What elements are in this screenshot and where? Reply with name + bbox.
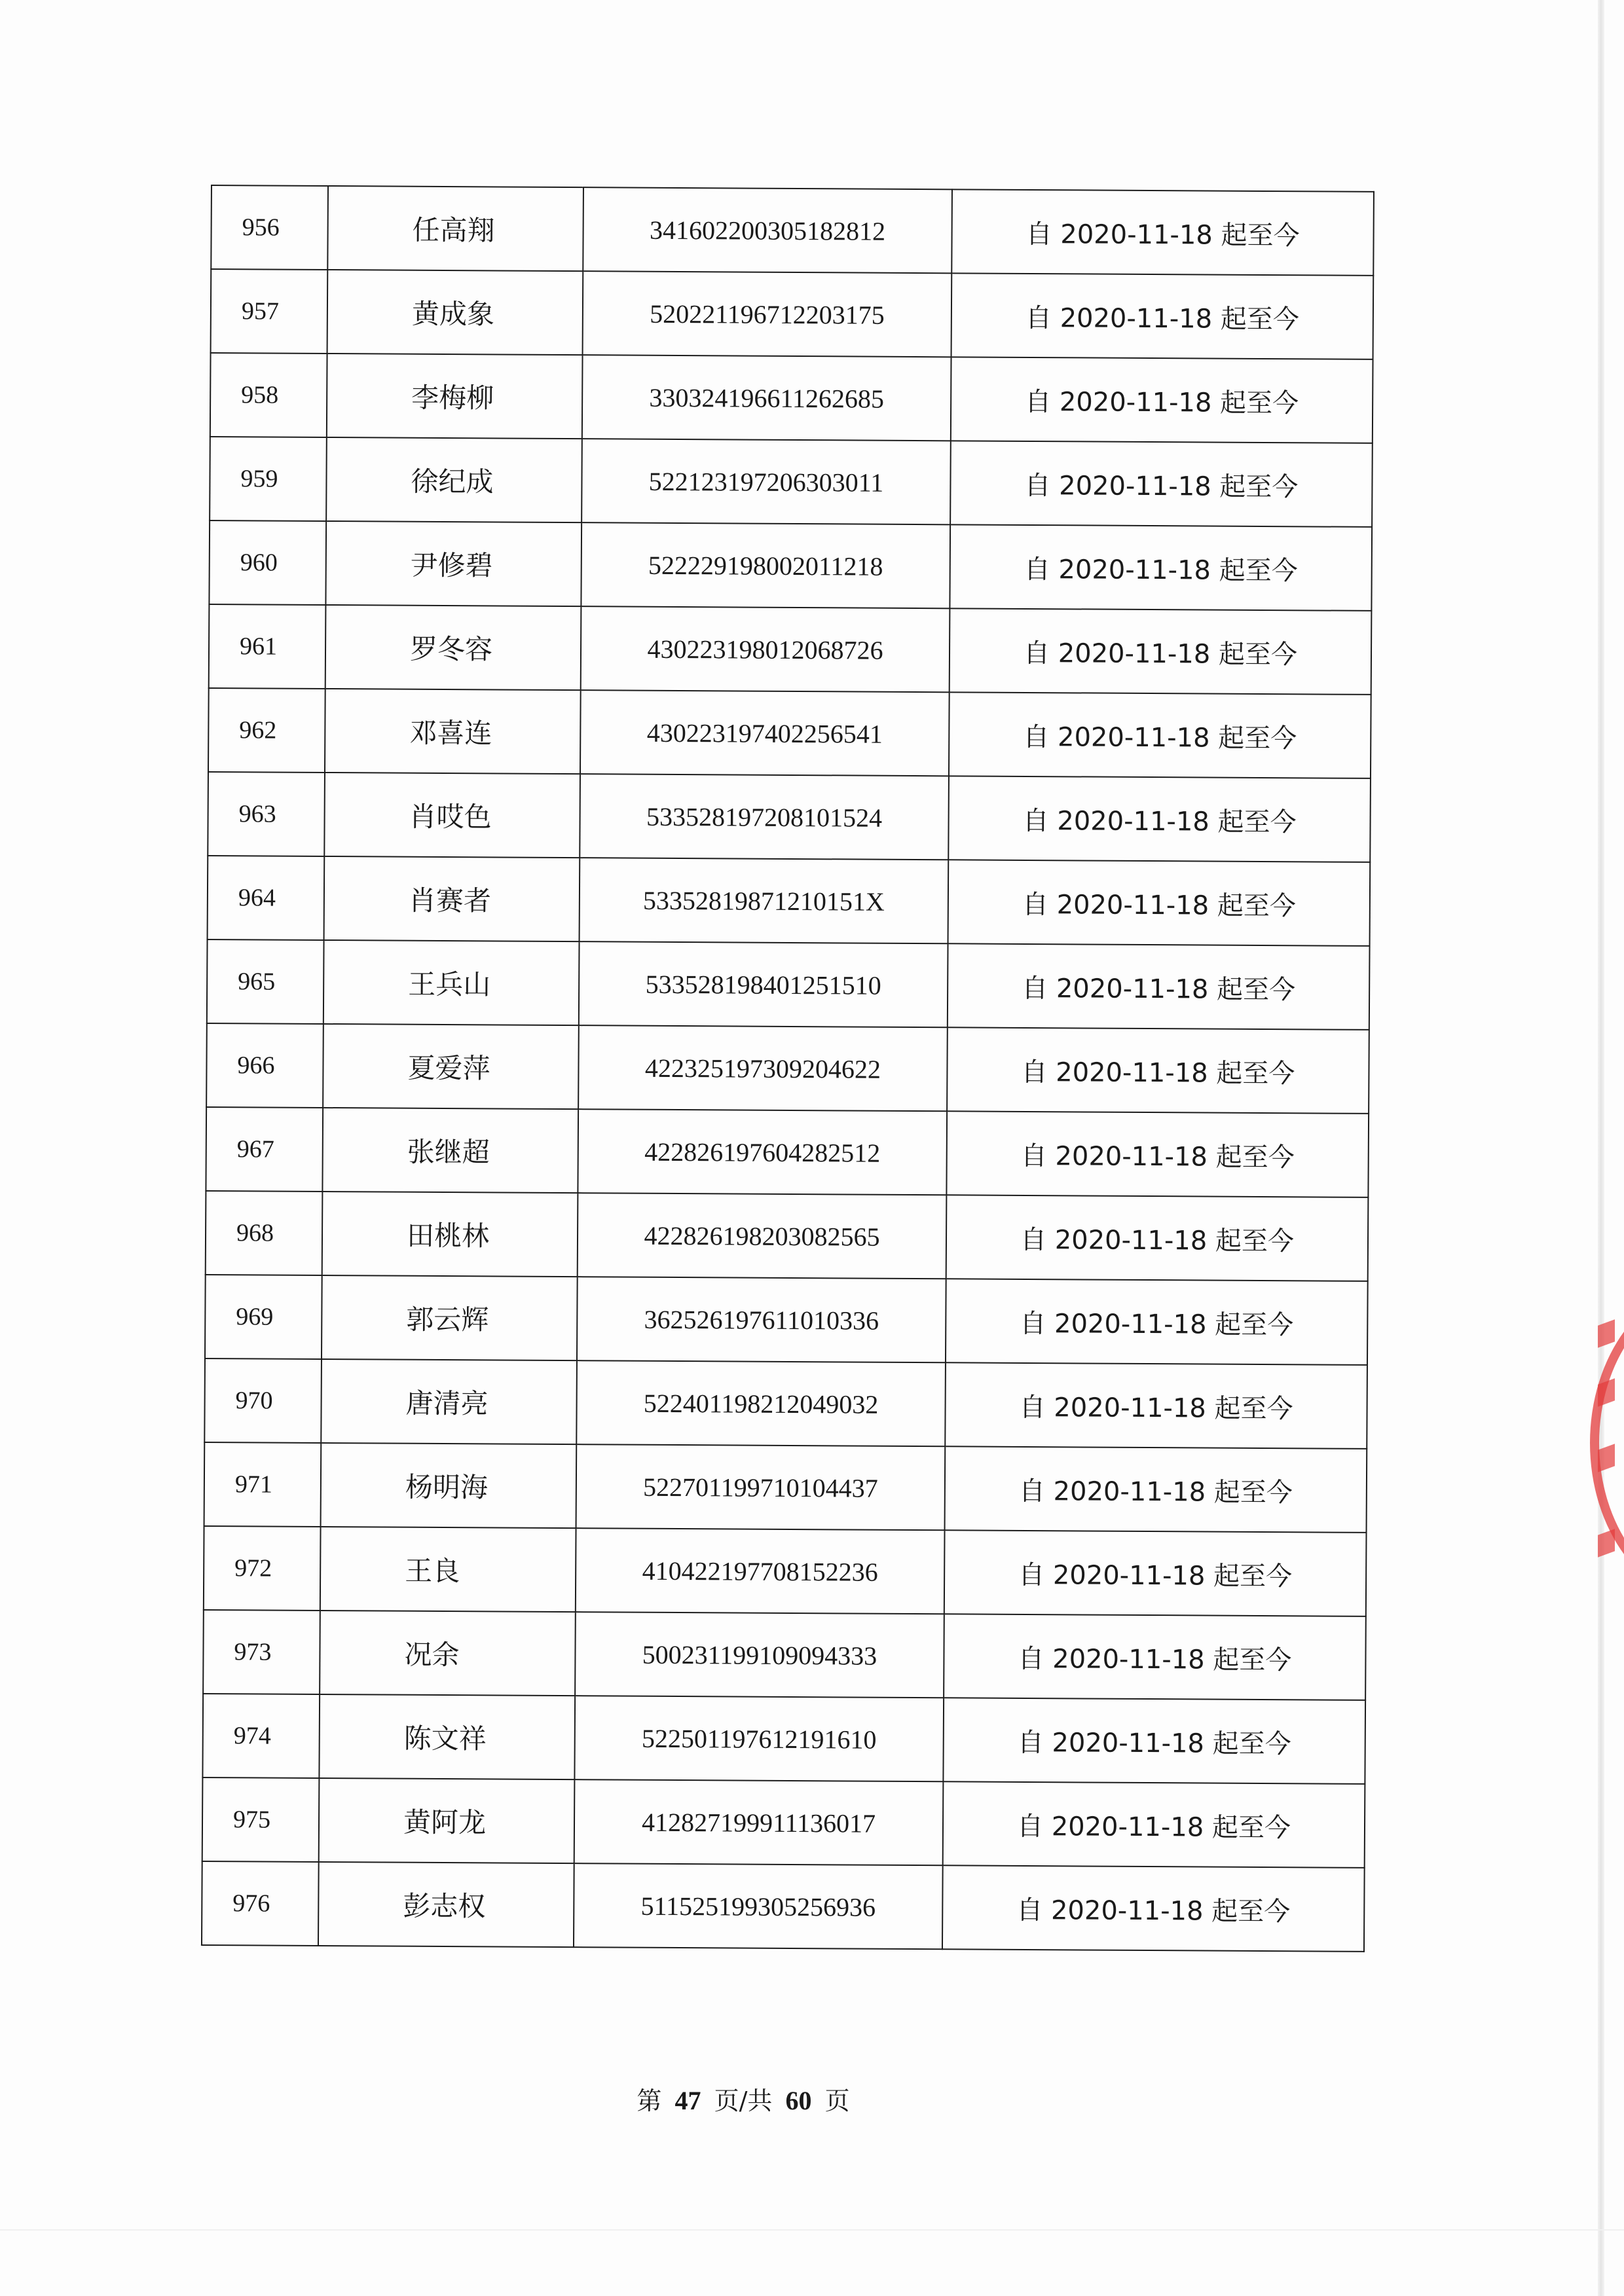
id-number-cell: 422826197604282512 [578, 1109, 947, 1195]
name-cell: 田桃林 [322, 1192, 578, 1277]
id-number-cell: 533528197208101524 [580, 774, 949, 860]
id-number-cell: 522229198002011218 [581, 522, 950, 608]
row-number-cell: 963 [208, 772, 325, 856]
row-number-cell: 957 [211, 269, 328, 354]
scan-edge [1598, 0, 1604, 2296]
period-cell: 自 2020-11-18 起至今 [951, 357, 1373, 443]
table-row [202, 1861, 1365, 1952]
footer-suffix: 页 [824, 2086, 850, 2115]
row-number-cell: 974 [202, 1694, 320, 1778]
red-seal-stamp [1585, 1283, 1624, 1584]
id-number-cell: 522701199710104437 [576, 1444, 946, 1530]
table-row [202, 1777, 1365, 1868]
name-cell: 黄阿龙 [319, 1778, 575, 1863]
seal-mark [1598, 1529, 1615, 1557]
period-cell: 自 2020-11-18 起至今 [948, 943, 1370, 1030]
total-pages-number: 60 [785, 2086, 812, 2115]
name-cell: 肖哎色 [324, 773, 580, 858]
scan-bottom-line [0, 2229, 1624, 2231]
roster-table-body [202, 185, 1374, 1952]
name-cell: 杨明海 [321, 1443, 577, 1528]
name-cell: 夏爱萍 [323, 1024, 579, 1109]
row-number-cell: 972 [204, 1526, 321, 1611]
id-number-cell: 533528198401251510 [579, 941, 948, 1027]
id-number-cell: 430223197402256541 [580, 690, 950, 776]
row-number-cell: 967 [206, 1107, 323, 1192]
period-cell: 自 2020-11-18 起至今 [948, 860, 1371, 946]
id-number-cell: 511525199305256936 [574, 1863, 943, 1949]
period-cell: 自 2020-11-18 起至今 [949, 692, 1371, 778]
row-number-cell: 956 [211, 185, 328, 270]
table-row [209, 520, 1372, 611]
table-row [205, 1275, 1368, 1365]
row-number-cell: 961 [209, 604, 326, 689]
row-number-cell: 975 [202, 1777, 320, 1862]
period-cell: 自 2020-11-18 起至今 [945, 1362, 1367, 1449]
name-cell: 罗冬容 [325, 605, 581, 690]
row-number-cell: 971 [204, 1442, 322, 1527]
period-cell: 自 2020-11-18 起至今 [945, 1446, 1367, 1533]
name-cell: 尹修碧 [325, 521, 581, 606]
name-cell: 肖赛者 [324, 856, 580, 941]
table-row [204, 1442, 1367, 1533]
id-number-cell: 520221196712203175 [583, 271, 952, 357]
name-cell: 郭云辉 [322, 1275, 578, 1360]
table-row [209, 604, 1372, 695]
roster-table-wrapper [201, 185, 1373, 1952]
table-row [206, 1107, 1369, 1197]
name-cell: 王兵山 [323, 940, 580, 1025]
period-cell: 自 2020-11-18 起至今 [951, 273, 1374, 359]
id-number-cell: 410422197708152236 [576, 1528, 945, 1614]
id-number-cell: 430223198012068726 [581, 606, 950, 692]
table-row [208, 688, 1371, 778]
table-row [204, 1526, 1367, 1616]
period-cell: 自 2020-11-18 起至今 [943, 1781, 1365, 1868]
period-cell: 自 2020-11-18 起至今 [951, 189, 1374, 276]
name-cell: 黄成象 [327, 270, 583, 355]
id-number-cell: 522501197612191610 [574, 1696, 944, 1781]
name-cell: 徐纪成 [326, 437, 582, 522]
row-number-cell: 959 [210, 437, 327, 521]
id-number-cell: 330324196611262685 [582, 355, 951, 441]
current-page-number: 47 [674, 2086, 701, 2115]
name-cell: 任高翔 [327, 186, 583, 271]
table-row [204, 1358, 1367, 1449]
id-number-cell: 53352819871210151X [580, 858, 949, 943]
row-number-cell: 968 [206, 1191, 323, 1275]
name-cell: 王良 [320, 1527, 576, 1612]
id-number-cell: 341602200305182812 [583, 187, 952, 273]
id-number-cell: 522401198212049032 [576, 1360, 946, 1446]
page-footer [0, 2081, 1624, 2117]
name-cell: 陈文祥 [319, 1694, 575, 1779]
table-row [208, 772, 1371, 862]
id-number-cell: 522123197206303011 [581, 439, 951, 524]
table-row [203, 1610, 1366, 1700]
period-cell: 自 2020-11-18 起至今 [948, 776, 1371, 862]
seal-mark [1598, 1319, 1615, 1347]
row-number-cell: 969 [205, 1275, 322, 1359]
name-cell: 张继超 [322, 1108, 578, 1193]
table-row [210, 353, 1373, 443]
table-row [206, 1191, 1369, 1281]
id-number-cell: 412827199911136017 [574, 1779, 944, 1865]
id-number-cell: 500231199109094333 [575, 1612, 944, 1698]
footer-prefix: 第 [637, 2086, 662, 2115]
row-number-cell: 973 [203, 1610, 320, 1694]
id-number-cell: 362526197611010336 [577, 1277, 946, 1362]
name-cell: 况余 [320, 1611, 576, 1696]
period-cell: 自 2020-11-18 起至今 [950, 441, 1373, 527]
table-row [202, 1694, 1365, 1784]
table-row [208, 856, 1371, 946]
id-number-cell: 422826198203082565 [578, 1193, 947, 1279]
roster-table [201, 185, 1375, 1952]
period-cell: 自 2020-11-18 起至今 [944, 1614, 1366, 1700]
period-cell: 自 2020-11-18 起至今 [946, 1195, 1369, 1281]
row-number-cell: 960 [209, 520, 326, 605]
period-cell: 自 2020-11-18 起至今 [943, 1698, 1365, 1784]
period-cell: 自 2020-11-18 起至今 [946, 1111, 1369, 1197]
row-number-cell: 976 [202, 1861, 319, 1946]
table-row [207, 939, 1370, 1030]
row-number-cell: 966 [206, 1023, 323, 1108]
period-cell: 自 2020-11-18 起至今 [950, 608, 1372, 695]
period-cell: 自 2020-11-18 起至今 [942, 1865, 1365, 1952]
table-row [206, 1023, 1369, 1114]
table-row [211, 185, 1374, 276]
table-row [210, 437, 1373, 527]
footer-middle: 页/共 [714, 2086, 773, 2115]
table-row [211, 269, 1374, 359]
row-number-cell: 965 [207, 939, 324, 1024]
row-number-cell: 970 [204, 1358, 322, 1443]
name-cell: 彭志权 [318, 1862, 574, 1947]
name-cell: 唐清亮 [321, 1359, 577, 1444]
id-number-cell: 422325197309204622 [578, 1025, 948, 1111]
period-cell: 自 2020-11-18 起至今 [944, 1530, 1367, 1616]
name-cell: 李梅柳 [327, 354, 583, 439]
name-cell: 邓喜连 [325, 689, 581, 774]
row-number-cell: 962 [208, 688, 325, 773]
row-number-cell: 964 [208, 856, 325, 940]
period-cell: 自 2020-11-18 起至今 [947, 1027, 1369, 1114]
period-cell: 自 2020-11-18 起至今 [946, 1279, 1368, 1365]
row-number-cell: 958 [210, 353, 327, 437]
period-cell: 自 2020-11-18 起至今 [950, 524, 1372, 611]
